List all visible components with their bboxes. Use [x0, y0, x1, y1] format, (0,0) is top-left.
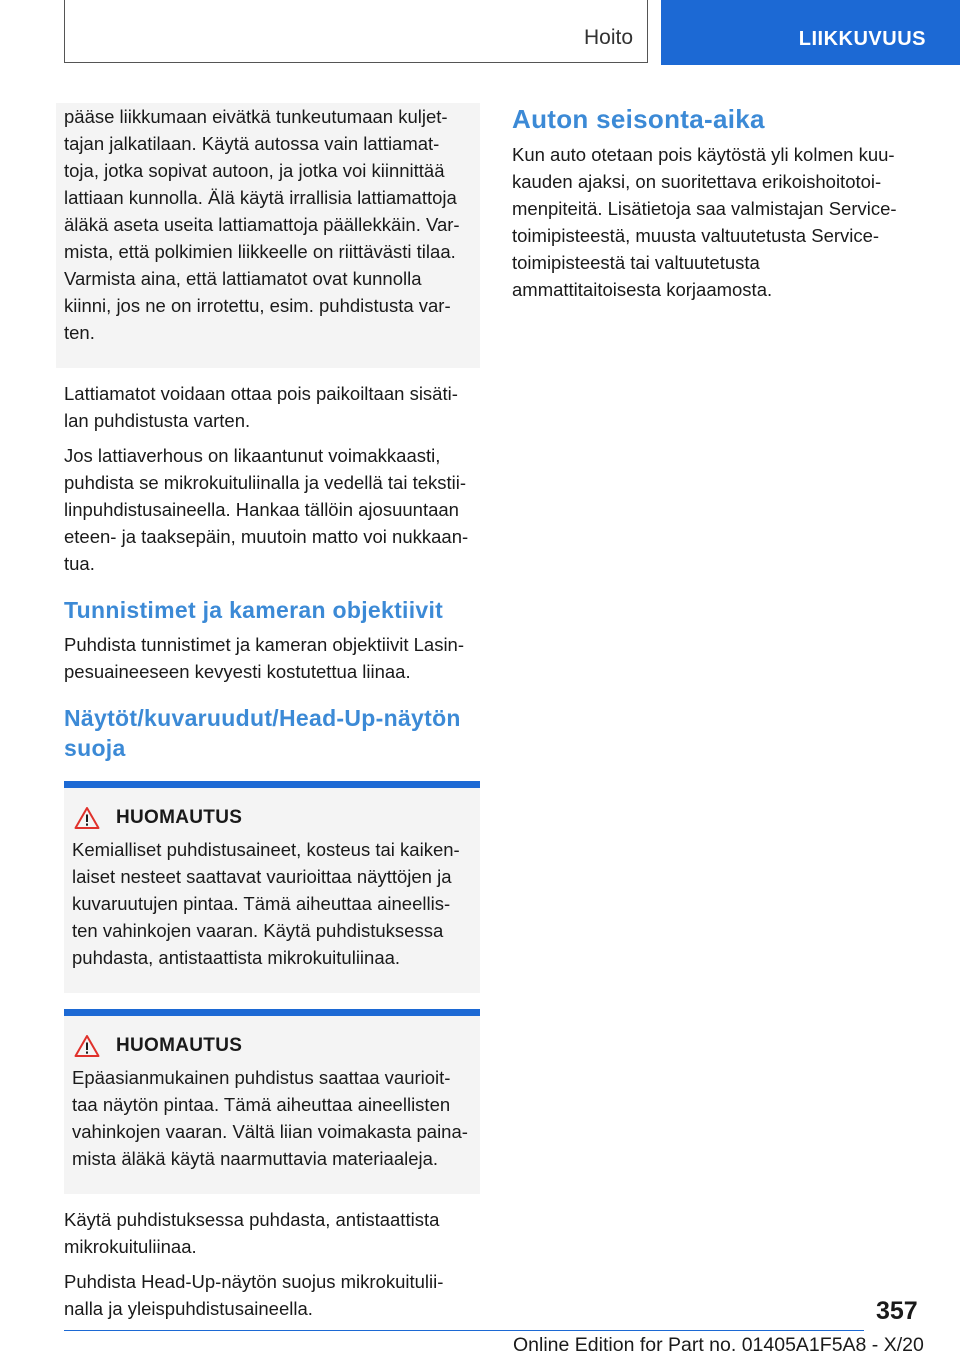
footer-edition: Online Edition for Part no. 01405A1F5A8 - X/20	[513, 1334, 924, 1356]
warning-box-2	[64, 1009, 480, 1194]
paragraph-floor-cleaning: Jos lattiaverhous on likaantunut voimakkaasti, puhdista se mikrokuituliinalla ja vedellä tai tekstii-linpuhdistusaineella. Hankaa tällöin ajosuuntaan eteen- ja taaksepäin, muutoin matto voi nukkaan-tua.	[64, 445, 469, 574]
paragraph-sensors: Puhdista tunnistimet ja kameran objektiivit Lasin-pesuaineeseen kevyesti kostutettua liinaa.	[64, 634, 464, 682]
warning-text: Epäasianmukainen puhdistus saattaa vaurioit-taa näytön pintaa. Tämä aiheuttaa aineellisten vahinkojen vaaran. Vältä liian voimakasta paina-mista äläkä käytä naarmuttavia materiaaleja.	[72, 1067, 468, 1169]
header-section-title: Hoito	[583, 26, 633, 49]
continued-warning-text: pääse liikkumaan eivätkä tunkeutumaan kuljet-tajan jalkatilaan. Käytä autossa vain lattiamat-toja, jotka sopivat autoon, ja jotka voi kiinnittää lattiaan kunnolla. Älä käytä irrallisia lattiamattoja äläkä aseta useita lattiamattoja päällekkäin. Var-mista, että polkimien liikkeelle on riittävästi tilaa. Varmista aina, että lattiamatot ovat kunnolla kiinni, jos ne on irrotettu, esim. puhdistusta var-ten.	[64, 106, 460, 343]
paragraph-antistatic-cloth: Käytä puhdistuksessa puhdasta, antistaattista mikrokuituliinaa.	[64, 1209, 440, 1257]
heading-displays: Näytöt/kuvaruudut/Head-Up-näytön suoja	[64, 705, 461, 761]
warning-box-1	[64, 781, 480, 993]
page-number: 357	[876, 1297, 918, 1325]
warning-triangle-icon	[74, 1034, 100, 1058]
header-chapter-tab: LIIKKUVUUS	[661, 0, 960, 65]
paragraph-storage-time: Kun auto otetaan pois käytöstä yli kolmen kuu-kauden ajaksi, on suoritettava erikoishoitotoi-menpiteitä. Lisätietoja saa valmistajan Service-toimipisteestä, muusta valtuutetusta Service-toimipisteestä tai valtuutetusta ammattitaitoisesta korjaamosta.	[512, 144, 897, 300]
heading-sensors: Tunnistimet ja kameran objektiivit	[64, 597, 444, 623]
warning-text: Kemialliset puhdistusaineet, kosteus tai kaiken-laiset nesteet saattavat vaurioittaa näyttöjen ja kuvaruutujen pintaa. Tämä aiheuttaa aineellis-ten vahinkojen vaaran. Käytä puhdistuksessa puhdasta, antistaattista mikrokuituliinaa.	[72, 839, 460, 968]
paragraph-floor-mats-removal: Lattiamatot voidaan ottaa pois paikoiltaan sisäti-lan puhdistusta varten.	[64, 383, 458, 431]
warning-triangle-icon	[74, 806, 100, 830]
paragraph-hud-cleaning: Puhdista Head-Up-näytön suojus mikrokuitulii-nalla ja yleispuhdistusaineella.	[64, 1271, 444, 1319]
left-column	[64, 103, 480, 1330]
header-section-box	[64, 0, 648, 63]
warning-title: HUOMAUTUS	[116, 1035, 243, 1056]
warning-title: HUOMAUTUS	[116, 807, 243, 828]
footer-divider	[64, 1330, 864, 1331]
heading-storage-time: Auton seisonta-aika	[512, 104, 765, 134]
continued-warning-box	[56, 103, 480, 368]
right-column	[512, 103, 912, 311]
